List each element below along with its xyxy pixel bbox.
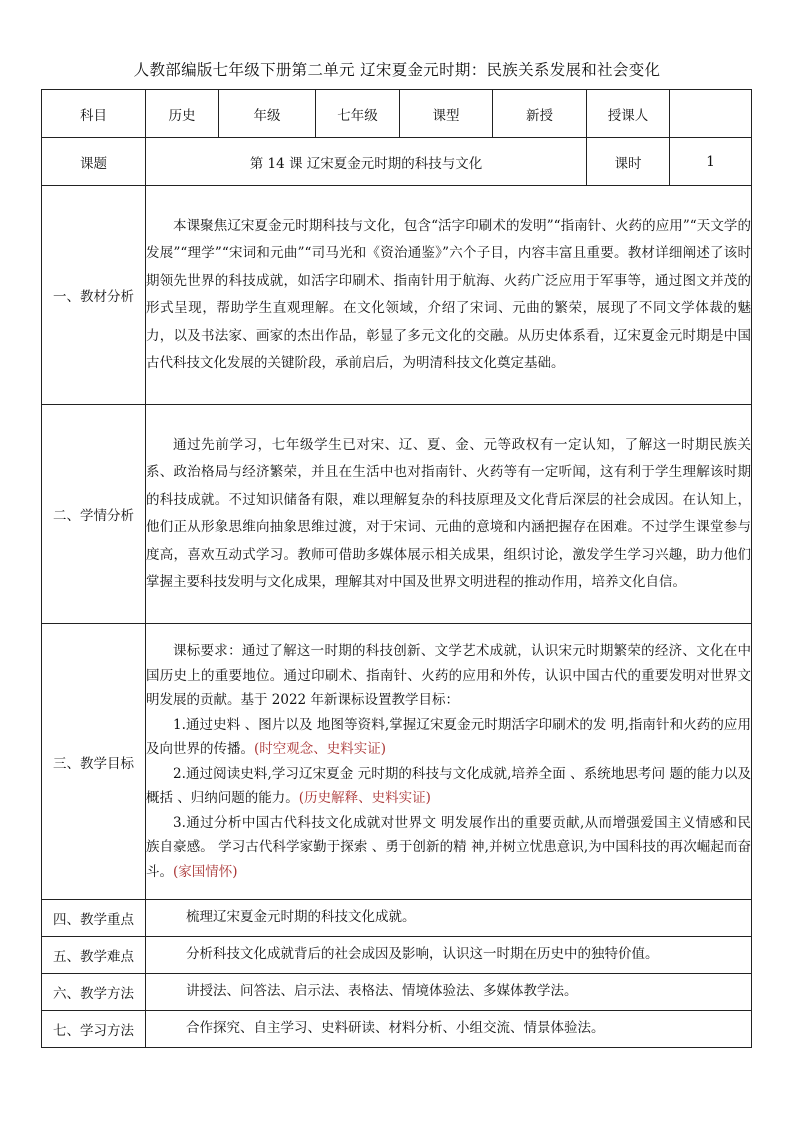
- learning-methods-content: [146, 1011, 752, 1048]
- goal-2-text: 2.通过阅读史料,学习辽宋夏金 元时期的科技与文化成就,培养全面 、系统地思考问 题的能力以及概括 、归纳问题的能力。: [146, 765, 751, 806]
- difficulties-content: [146, 937, 752, 974]
- lesson-plan-table: [41, 89, 752, 1048]
- hours-value: 1: [670, 138, 752, 186]
- document-title: 人教部编版七年级下册第二单元 辽宋夏金元时期：民族关系发展和社会变化: [133, 61, 661, 79]
- textbook-analysis-text: 本课聚焦辽宋夏金元时期科技与文化，包含“活字印刷术的发明”“指南针、火药的应用”“天文学的发展”“理学”“宋词和元曲”“司马光和《资治通鉴》”六个子目，内容丰富且重要。教材详细阐述了该时期领先世界的科技成就，如活字印刷术、指南针用于航海、火药广泛应用于军事等，通过图文并茂的形式呈现，帮助学生直观理解。在文化领域，介绍了宋词、元曲的繁荣，展现了不同文学体裁的魅力，以及书法家、画家的杰出作品，彰显了多元文化的交融。从历史体系看，辽宋夏金元时期是中国古代科技文化发展的关键阶段，承前启后，为明清科技文化奠定基础。: [146, 217, 751, 371]
- difficulties-row: [42, 937, 752, 974]
- student-analysis-label: 二、学情分析: [42, 405, 146, 624]
- teaching-methods-text: 讲授法、问答法、启示法、表格法、情境体验法、多媒体教学法。: [186, 983, 578, 1000]
- goal-2: [146, 762, 751, 811]
- textbook-analysis-content: [146, 186, 752, 405]
- goal-1-text: 1.通过史料 、图片以及 地图等资料,掌握辽宋夏金元时期活字印刷术的发 明,指南针和火药的应用及向世界的传播。: [146, 716, 751, 757]
- topic-value: 第 14 课 辽宋夏金元时期的科技与文化: [146, 138, 587, 186]
- lesson-type-label: 课型: [400, 90, 493, 138]
- topic-label: 课题: [42, 138, 146, 186]
- key-points-label: 四、教学重点: [42, 900, 146, 937]
- key-points-content: [146, 900, 752, 937]
- student-analysis-content: [146, 405, 752, 624]
- subject-label: 科目: [42, 90, 146, 138]
- student-analysis-text: 通过先前学习，七年级学生已对宋、辽、夏、金、元等政权有一定认知，了解这一时期民族关系、政治格局与经济繁荣，并且在生活中也对指南针、火药等有一定听闻，这有利于学生理解该时期的科技成就。不过知识储备有限，难以理解复杂的科技原理及文化背后深层的社会成因。在认知上，他们正从形象思维向抽象思维过渡，对于宋词、元曲的意境和内涵把握存在困难。不过学生课堂参与度高，喜欢互动式学习。教师可借助多媒体展示相关成果，组织讨论，激发学生学习兴趣，助力他们掌握主要科技发明与文化成果，理解其对中国及世界文明进程的推动作用，培养文化自信。: [146, 436, 751, 590]
- teaching-methods-label: 六、教学方法: [42, 974, 146, 1011]
- teaching-methods-content: [146, 974, 752, 1011]
- goals-intro: 课标要求：通过了解这一时期的科技创新、文学艺术成就，认识宋元时期繁荣的经济、文化在中国历史上的重要地位。通过印刷术、指南针、火药的应用和外传，认识中国古代的重要发明对世界文明发展的贡献。基于 2022 年新课标设置教学目标：: [146, 643, 751, 708]
- textbook-analysis-row: [42, 186, 752, 405]
- teacher-value: [670, 90, 752, 138]
- key-points-text: 梳理辽宋夏金元时期的科技文化成就。: [186, 909, 416, 926]
- goal-3-text: 3.通过分析中国古代科技文化成就对世界文 明发展作出的重要贡献,从而增强爱国主义情感和民 族自豪感。 学习古代科学家勤于探索 、勇于创新的精 神,并树立忧患意识,为中国科技的再次崛起而奋斗。: [146, 814, 751, 880]
- difficulties-label: 五、教学难点: [42, 937, 146, 974]
- learning-methods-label: 七、学习方法: [42, 1011, 146, 1048]
- goal-2-literacy-tag: (历史解释、史料实证): [298, 790, 431, 806]
- learning-methods-text: 合作探究、自主学习、史料研读、材料分析、小组交流、情景体验法。: [186, 1020, 605, 1037]
- goal-3-literacy-tag: (家国情怀): [173, 863, 238, 880]
- grade-value: 七年级: [316, 90, 400, 138]
- student-analysis-row: [42, 405, 752, 624]
- textbook-analysis-label: 一、教材分析: [42, 186, 146, 405]
- lesson-type-value: 新授: [493, 90, 587, 138]
- goal-1: [146, 713, 751, 762]
- header-row: [42, 90, 752, 138]
- hours-label: 课时: [587, 138, 670, 186]
- teaching-methods-row: [42, 974, 752, 1011]
- key-points-row: [42, 900, 752, 937]
- grade-label: 年级: [219, 90, 316, 138]
- goal-3: [146, 811, 751, 885]
- topic-row: [42, 138, 752, 186]
- teacher-label: 授课人: [587, 90, 670, 138]
- teaching-goals-content: [146, 624, 752, 900]
- subject-value: 历史: [146, 90, 219, 138]
- teaching-goals-row: [42, 624, 752, 900]
- teaching-goals-label: 三、教学目标: [42, 624, 146, 900]
- goal-1-literacy-tag: (时空观念、史料实证): [254, 741, 387, 757]
- learning-methods-row: [42, 1011, 752, 1048]
- difficulties-text: 分析科技文化成就背后的社会成因及影响，认识这一时期在历史中的独特价值。: [186, 946, 659, 963]
